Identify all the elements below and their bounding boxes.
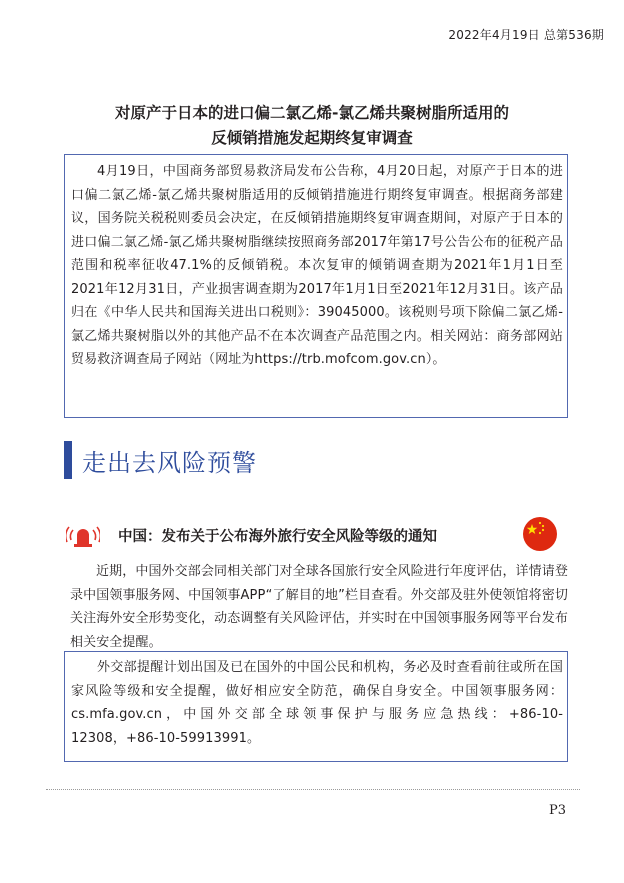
section-heading bbox=[64, 441, 257, 479]
alert-paragraph: 近期，中国外交部会同相关部门对全球各国旅行安全风险进行年度评估，详情请登录中国领事服务网、中国领事APP“了解目的地”栏目查看。外交部及驻外使领馆将密切关注海外安全形势变化，动态调整有关风险评估，并实时在中国领事服务网等平台发布相关安全提醒。 bbox=[70, 564, 568, 650]
article-title-line-2: 反倾销措施发起期终复审调查 bbox=[211, 129, 413, 147]
article-title bbox=[0, 101, 624, 151]
article-paragraph: 4月19日，中国商务部贸易救济局发布公告称，4月20日起，对原产于日本的进口偏二氯乙烯-氯乙烯共聚树脂适用的反倾销措施进行期终复审调查。根据商务部建议，国务院关税税则委员会决定，在反倾销措施期终复审调查期间，对原产于日本的进口偏二氯乙烯-氯乙烯共聚树脂继续按照商务部2017年第17号公告公布的征税产品范围和税率征收47.1%的反倾销税。本次复审的倾销调查期为2021年1月1日至2021年12月31日，产业损害调查期为2017年1月1日至2021年12月31日。该产品归在《中华人民共和国海关进出口税则》：39045000。该税则号项下除偏二氯乙烯-氯乙烯共聚树脂以外的其他产品不在本次调查产品范围之内。相关网站：商务部网站贸易救济调查局子网站（网址为https://trb.mofcom.gov.cn）。 bbox=[71, 164, 563, 367]
section-title: 走出去风险预警 bbox=[82, 448, 257, 477]
footer-divider bbox=[46, 789, 580, 790]
article-box bbox=[64, 154, 568, 418]
alert-header bbox=[64, 520, 568, 552]
china-flag-icon bbox=[522, 516, 558, 552]
section-accent-bar bbox=[64, 441, 72, 479]
alert-boxed-paragraph: 外交部提醒计划出国及已在国外的中国公民和机构，务必及时查看前往或所在国家风险等级和安全提醒，做好相应安全防范，确保自身安全。中国领事服务网：cs.mfa.gov.cn，中国外交部全球领事保护与服务应急热线：+86-10-12308，+86-10-59913991。 bbox=[71, 660, 563, 746]
alarm-siren-icon bbox=[66, 522, 100, 548]
alert-title: 中国：发布关于公布海外旅行安全风险等级的通知 bbox=[118, 529, 437, 545]
alert-body bbox=[70, 560, 568, 654]
article-title-line-1: 对原产于日本的进口偏二氯乙烯-氯乙烯共聚树脂所适用的 bbox=[115, 104, 509, 122]
issue-info: 2022年4月19日 总第536期 bbox=[448, 28, 604, 42]
alert-box bbox=[64, 651, 568, 762]
page-number: P3 bbox=[548, 803, 566, 818]
